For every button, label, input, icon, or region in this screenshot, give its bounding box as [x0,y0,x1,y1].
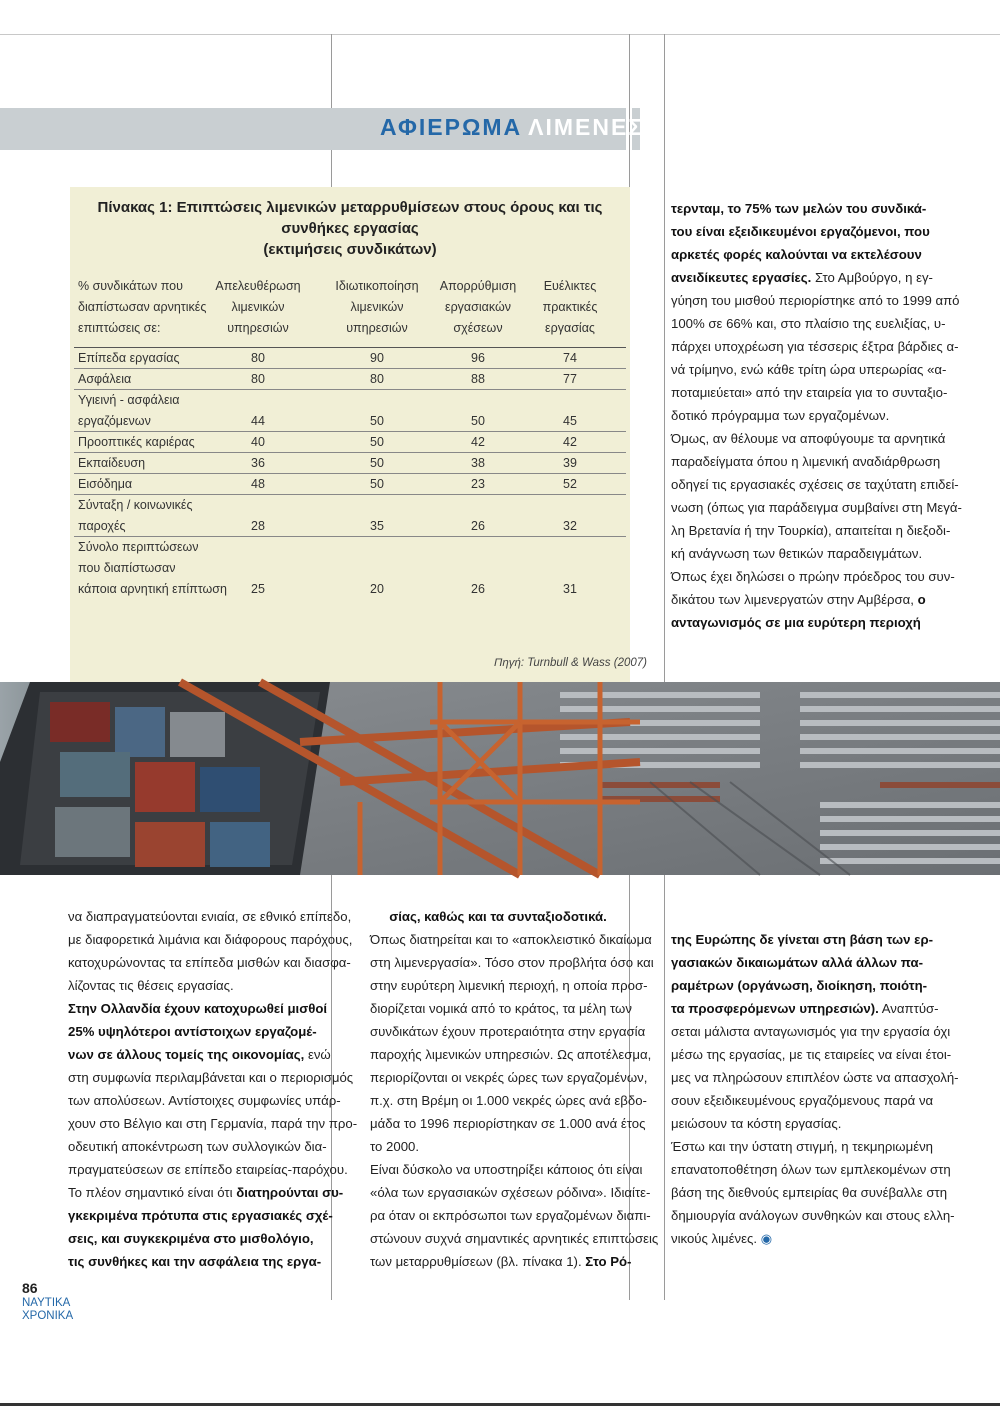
text-line [68,997,328,1020]
bold-text: Στην Ολλανδία έχουν κατοχυρωθεί μισθοί [68,1001,328,1016]
text-line [671,496,962,519]
table-corner-label: διαπίστωσαν αρνητικές [78,300,207,314]
plain-text: «όλα των εργασιακών σχέσεων ρόδινα». Ιδιαίτε- [370,1185,651,1200]
table-cell-value: 50 [370,435,384,449]
plain-text: στη συμφωνία περιλαμβάνεται και ο περιορισμός [68,1070,354,1085]
table-title-line-1: Πίνακας 1: Επιπτώσεις λιμενικών μεταρρυθμίσεων στους όρους και τις συνθήκες εργασίας [97,199,603,237]
article-text-right-top [671,197,962,634]
text-line [671,289,960,312]
table-corner-label: % συνδικάτων που [78,279,183,293]
table-cell-value: 88 [471,372,485,386]
bold-text: ραμέτρων (οργάνωση, διοίκηση, ποιότη- [671,978,928,993]
table-cell-value: 26 [471,519,485,533]
table-cell-value: 42 [471,435,485,449]
text-line [68,1204,333,1227]
plain-text: δοτικό πρόγραμμα των εργαζομένων. [671,408,890,423]
text-line [370,1066,648,1089]
plain-text: λη Βρετανία ή την Τουρκία), απαιτείται η διεξοδι- [671,523,951,538]
bold-text: γκεκριμένα πρότυπα στις εργασιακές σχέ- [68,1208,333,1223]
bold-text: ανειδίκευτες εργασίες. [671,270,812,285]
section-label-light: ΛΙΜΕΝΕΣ [528,114,645,140]
table-cell-value: 50 [370,456,384,470]
table-cell-value: 26 [471,582,485,596]
text-line [68,1250,324,1273]
text-line [671,381,948,404]
text-line [68,1135,327,1158]
text-line [671,1043,952,1066]
text-line [68,905,352,928]
table-column-header: Ευέλικτες [543,279,597,293]
plain-text: σεται μάλιστα ανταγωνισμός για την εργασία όχι [671,1024,951,1039]
text-line [671,450,941,473]
text-line [370,974,648,997]
text-line [671,404,927,427]
table-column-header: εργασίας [545,321,595,335]
table-column-header: εργασιακών [445,300,511,314]
text-line [68,1112,358,1135]
text-line [370,1158,643,1181]
table-row-label: που διαπίστωσαν [78,561,176,575]
plain-text: μέσω της εργασίας, με τις εταιρείες να είναι έτοι- [671,1047,952,1062]
text-line [370,1204,651,1227]
table-cell-value: 32 [563,519,577,533]
plain-text: των μεταρρυθμίσεων (βλ. πίνακα 1). [370,1254,586,1269]
bold-text: γασιακών δικαιωμάτων αλλά άλλων πα- [671,955,923,970]
text-line [671,1089,934,1112]
bold-text: τα προσφερόμενων υπηρεσιών). [671,1001,879,1016]
text-line [671,1158,951,1181]
plain-text: πάρχει υποχρέωση για τέσσερις έξτρα βάρδιες α- [671,339,959,354]
table-cell-value: 36 [251,456,265,470]
text-line [671,1135,933,1158]
plain-text: ρα όταν οι εκπρόσωποι των εργαζομένων διαπι- [370,1208,651,1223]
text-line [671,197,927,220]
plain-text: στώνουν συχνά σημαντικές αρνητικές επιπτώσεις [370,1231,659,1246]
text-line [68,974,324,997]
text-line [671,565,955,588]
table-column-header: Απελευθέρωση [215,279,301,293]
bottom-rule [0,1403,1000,1406]
text-line [671,1181,948,1204]
text-line [370,1227,659,1250]
plain-text: στη λιμενεργασία». Τόσο στον προβλήτα όσο και [370,955,654,970]
page-number: 86 [22,1280,38,1296]
plain-text: διορίζεται νομικά από το κράτος, τα μέλη των [370,1001,632,1016]
bold-text: ο [917,592,926,607]
table-row-label: εργαζόμενων [78,414,151,428]
article-text-column-1 [68,905,358,1273]
text-line [671,312,946,335]
table-row-label: κάποια αρνητική επίπτωση [78,582,227,596]
table-source: Πηγή: Turnbull & Wass (2007) [494,657,647,669]
magazine-name-line-1: ΝΑΥΤΙΚΑ [22,1297,71,1309]
table-cell-value: 31 [563,582,577,596]
table-cell-value: 80 [370,372,384,386]
plain-text: να διαπραγματεύονται ενιαία, σε εθνικό επίπεδο, [68,909,352,924]
plain-text: παραδείγματα όπου η λιμενική αναδιάρθρωση [671,454,941,469]
table-cell-value: 40 [251,435,265,449]
plain-text: σουν εξειδικευμένους εργαζόμενους παρά να [671,1093,934,1108]
text-line [68,1020,324,1043]
text-line [671,1020,951,1043]
text-line [370,905,626,928]
text-line [68,1227,324,1250]
plain-text: βάση της διεθνούς εμπειρίας θα συνέβαλλε στη [671,1185,948,1200]
text-line [68,1158,348,1181]
table-title-line-2: (εκτιμήσεις συνδικάτων) [263,241,437,258]
plain-text: δικάτου των λιμενεργατών στην Αμβέρσα, [671,592,918,607]
text-line [370,1181,651,1204]
text-line [671,542,927,565]
plain-text: μες να πληρώσουν επιπλέον ώστε να απασχολή- [671,1070,959,1085]
table-cell-value: 96 [471,351,485,365]
plain-text: με διαφορετικά λιμάνια και διάφορους παρόχους, [68,932,353,947]
plain-text: Είναι δύσκολο να υποστηρίξει κάποιος ότι είναι [370,1162,643,1177]
text-line [671,588,927,611]
table-row-label: Επίπεδα εργασίας [78,351,180,365]
table-row-label: Προοπτικές καριέρας [78,435,195,449]
text-line [370,951,654,974]
text-line [68,1043,331,1066]
plain-text: περιορίζονται οι νεκρές ώρες των εργαζομένων, [370,1070,648,1085]
text-line [671,1204,955,1227]
table-row-label: Υγιεινή - ασφάλεια [78,393,180,407]
plain-text: Έστω και την ύστατη στιγμή, η τεκμηριωμένη [671,1139,933,1154]
plain-text: νά τρίμηνο, ενώ κάθε τρίτη ώρα υπερωρίας «α- [671,362,947,377]
table-cell-value: 35 [370,519,384,533]
table-column-header: υπηρεσιών [346,321,408,335]
text-line [370,997,632,1020]
plain-text: δημιουργία ανάλογων συνθηκών και στους ελλη- [671,1208,955,1223]
table-row-label: Εισόδημα [78,477,133,491]
text-line [671,611,927,634]
bold-text: αρκετές φορές καλούνται να εκτελέσουν [671,247,922,262]
plain-text: οδευτική αποκέντρωση των συλλογικών δια- [68,1139,327,1154]
table-cell-value: 74 [563,351,577,365]
plain-text: ποταμιεύεται» από την εταιρεία για το συνταξιο- [671,385,948,400]
text-line [68,1181,344,1204]
text-line [68,1066,354,1089]
bold-text: νων σε άλλους τομείς της οικονομίας, [68,1047,305,1062]
section-header-title [380,114,644,141]
text-line [671,1112,927,1135]
container-port-photo [0,682,1000,875]
plain-text: Το πλέον σημαντικό είναι ότι [68,1185,237,1200]
plain-text: συνδικάτων έχουν προτεραιότητα στην εργασία [370,1024,646,1039]
table-cell-value: 39 [563,456,577,470]
bold-text: σεις, και συγκεκριμένα στο μισθολόγιο, [68,1231,314,1246]
text-line [671,974,927,997]
text-line [370,1020,646,1043]
plain-text: οδηγεί τις εργασιακές σχέσεις σε ταχύτατη επιδεί- [671,477,959,492]
text-line [671,951,927,974]
table-cell-value: 25 [251,582,265,596]
table-cell-value: 80 [251,351,265,365]
table-cell-value: 50 [370,477,384,491]
table-cell-value: 77 [563,372,577,386]
section-label-dark: ΑΦΙΕΡΩΜΑ [380,114,523,140]
table-row-label: Σύνολο περιπτώσεων [78,540,199,554]
table-cell-value: 23 [471,477,485,491]
plain-text: Αναπτύσ- [878,1001,939,1016]
table-column-header: λιμενικών [231,300,285,314]
plain-text: κή ανάγνωση των θετικών παραδειγμάτων. [671,546,923,561]
text-line [370,928,652,951]
table-row-label: Εκπαίδευση [78,456,146,470]
article-text-column-2 [370,905,659,1273]
plain-text: πραγματεύσεων σε επίπεδο εταιρείας-παρόχου. [68,1162,348,1177]
table-column-header: Ιδιωτικοποίηση [335,279,419,293]
end-mark-icon: ◉ [760,1231,773,1246]
plain-text: Όπως διατηρείται και το «αποκλειστικό δικαίωμα [370,932,652,947]
plain-text: των απολύσεων. Αντίστοιχες συμφωνίες υπάρ- [68,1093,341,1108]
table-title [70,197,630,260]
table-cell-value: 50 [471,414,485,428]
plain-text: ενώ [304,1047,331,1062]
column-rule-3 [664,34,665,1300]
table-column-header: Απορρύθμιση [439,279,517,293]
text-line [671,243,927,266]
text-line [68,928,353,951]
plain-text: μάδα το 1996 περιορίστηκαν σε 1.000 ανά έτος [370,1116,646,1131]
magazine-name [22,1297,73,1323]
table-cell-value: 28 [251,519,265,533]
plain-text: 100% σε 66% και, στο πλαίσιο της ευελιξίας, υ- [671,316,946,331]
table-row-label: Σύνταξη / κοινωνικές [78,498,193,512]
table-cell-value: 48 [251,477,265,491]
plain-text: στην ευρύτερη λιμενική περιοχή, η οποία προσ- [370,978,648,993]
plain-text: νωση (όπως για παράδειγμα συμβαίνει στη Μεγά- [671,500,962,515]
bold-text: τις συνθήκες και την ασφάλεια της εργα- [68,1254,322,1269]
table-cell-value: 45 [563,414,577,428]
plain-text: κατοχυρώνοντας τα επίπεδα μισθών και διασφα- [68,955,351,970]
magazine-name-line-2: ΧΡΟΝΙΚΑ [22,1310,74,1322]
bold-text: 25% υψηλότεροι αντίστοιχων εργαζομέ- [68,1024,317,1039]
table-column-header: πρακτικές [542,300,598,314]
plain-text: Όπως έχει δηλώσει ο πρώην πρόεδρος του συν- [671,569,955,584]
table-cell-value: 52 [563,477,577,491]
text-line [671,358,947,381]
text-line [671,1227,927,1250]
bold-text: ανταγωνισμός σε μια ευρύτερη περιοχή [671,615,921,630]
table-row-label: παροχές [78,519,126,533]
table-cell-value: 42 [563,435,577,449]
text-line [68,1089,341,1112]
plain-text: μειώσουν τα κόστη εργασίας. [671,1116,842,1131]
bold-text: Στο Ρό- [585,1254,632,1269]
plain-text: νικούς λιμένες. [671,1231,761,1246]
table-column-header: σχέσεων [453,321,503,335]
text-line [370,1250,632,1273]
table-cell-value: 38 [471,456,485,470]
bold-text: τερνταμ, το 75% των μελών του συνδικά- [671,201,927,216]
plain-text: το 2000. [370,1139,420,1154]
plain-text: παροχής λιμενικών υπηρεσιών. Ως αποτέλεσμα, [370,1047,652,1062]
text-line [671,266,933,289]
plain-text: Στο Αμβούργο, η εγ- [811,270,933,285]
table-column-header: λιμενικών [350,300,404,314]
bold-text: διατηρούνται συ- [236,1185,344,1200]
bold-text: της Ευρώπης δε γίνεται στη βάση των ερ- [671,932,933,947]
table-column-header: υπηρεσιών [227,321,289,335]
plain-text: επανατοποθέτηση όλων των εμπλεκομένων στη [671,1162,951,1177]
table-cell-value: 90 [370,351,384,365]
text-line [370,1135,626,1158]
port-aerial-image [0,682,1000,875]
bold-text: του είναι εξειδικευμένοι εργαζόμενοι, που [671,224,930,239]
plain-text: λίζοντας τις θέσεις εργασίας. [68,978,234,993]
plain-text: Όμως, αν θέλουμε να αποφύγουμε τα αρνητικά [671,431,946,446]
plain-text: π.χ. στη Βρέμη οι 1.000 νεκρές ώρες ανά εβδο- [370,1093,647,1108]
text-line [370,1043,652,1066]
text-line [671,427,946,450]
table-cell-value: 80 [251,372,265,386]
text-line [370,1112,646,1135]
top-frame-line [0,34,1000,35]
text-line [671,928,933,951]
bold-text: σίας, καθώς και τα συνταξιοδοτικά. [389,909,607,924]
table-cell-value: 20 [370,582,384,596]
text-line [671,335,959,358]
table-cell-value: 50 [370,414,384,428]
table-corner-label: επιπτώσεις σε: [78,321,161,335]
text-line [671,220,930,243]
table-row-label: Ασφάλεια [78,372,132,386]
text-line [671,997,939,1020]
plain-text: γύηση του μισθού περιορίστηκε από το 1999 από [671,293,960,308]
article-text-column-3 [671,928,959,1250]
text-line [671,1066,959,1089]
plain-text: χουν στο Βέλγιο και στη Γερμανία, παρά την προ- [68,1116,358,1131]
table-cell-value: 44 [251,414,265,428]
text-line [671,473,959,496]
text-line [68,951,351,974]
text-line [370,1089,647,1112]
text-line [671,519,951,542]
